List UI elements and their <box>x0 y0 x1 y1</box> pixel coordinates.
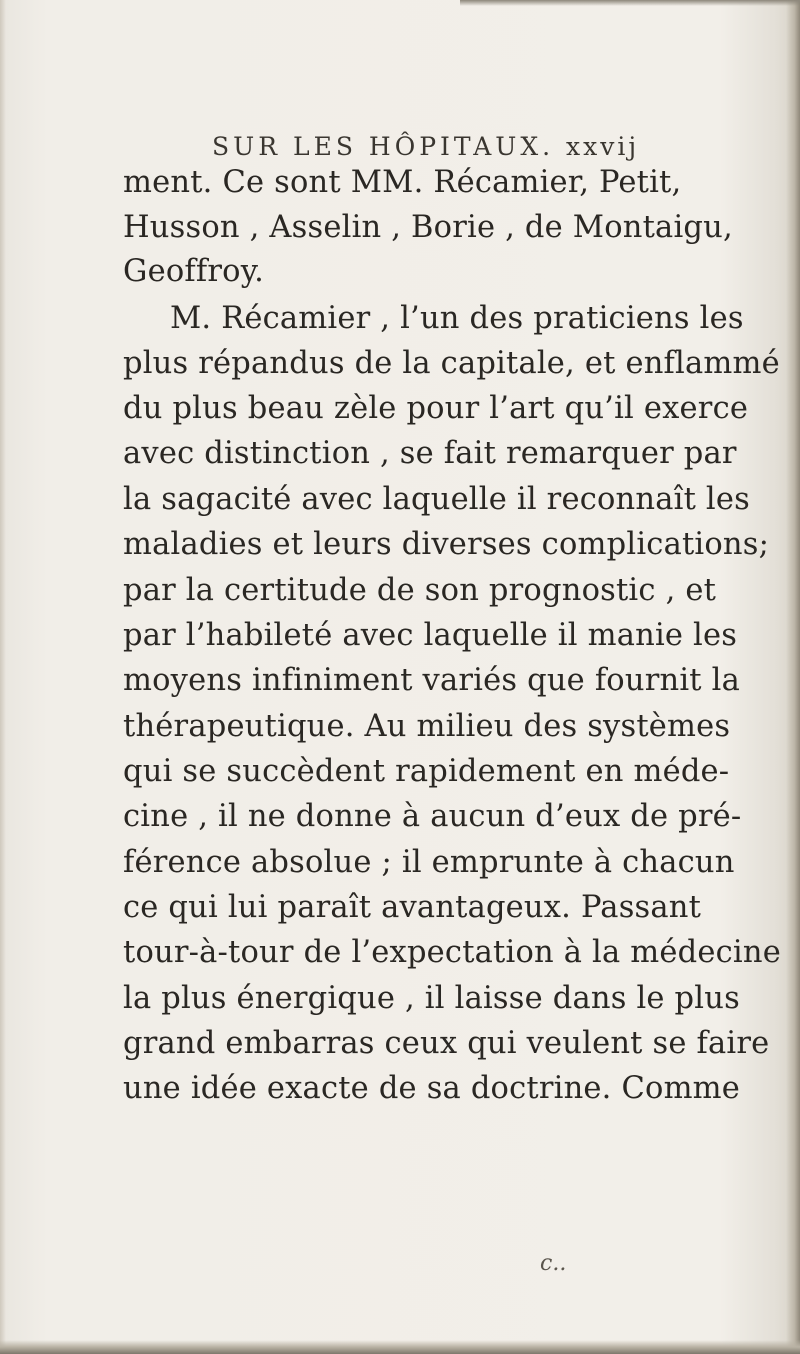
text-line: cine , il ne donne à aucun d’eux de pré- <box>123 799 742 834</box>
page-number: xxvij <box>566 132 640 161</box>
text-line: du plus beau zèle pour l’art qu’il exerce <box>123 391 749 426</box>
text-line: plus répandus de la capitale, et enflammé <box>123 346 780 381</box>
text-line: férence absolue ; il emprunte à chacun <box>123 845 735 880</box>
text-line: Geoffroy. <box>123 254 264 289</box>
catchword: c.. <box>540 1251 567 1276</box>
text-line: qui se succèdent rapidement en méde- <box>123 754 730 789</box>
text-line: avec distinction , se fait remarquer par <box>123 436 737 471</box>
text-line: grand embarras ceux qui veulent se faire <box>123 1026 770 1061</box>
text-line: M. Récamier , l’un des praticiens les <box>170 301 744 336</box>
text-line: une idée exacte de sa doctrine. Comme <box>123 1071 741 1106</box>
text-line: par la certitude de son prognostic , et <box>123 573 717 608</box>
text-line: ment. Ce sont MM. Récamier, Petit, <box>123 165 682 200</box>
text-line: la plus énergique , il laisse dans le plus <box>123 981 740 1016</box>
text-line: Husson , Asselin , Borie , de Montaigu, <box>123 210 733 245</box>
text-line: la sagacité avec laquelle il reconnaît les <box>123 482 750 517</box>
text-line: ce qui lui paraît avantageux. Passant <box>123 890 702 925</box>
text-line: tour-à-tour de l’expectation à la médecine <box>123 935 781 970</box>
text-line: maladies et leurs diverses complications; <box>123 527 770 562</box>
text-line: par l’habileté avec laquelle il manie les <box>123 618 738 653</box>
text-line: moyens infiniment variés que fournit la <box>123 663 740 698</box>
running-head-title: SUR LES HÔPITAUX. <box>212 132 555 161</box>
text-line: thérapeutique. Au milieu des systèmes <box>123 709 731 744</box>
